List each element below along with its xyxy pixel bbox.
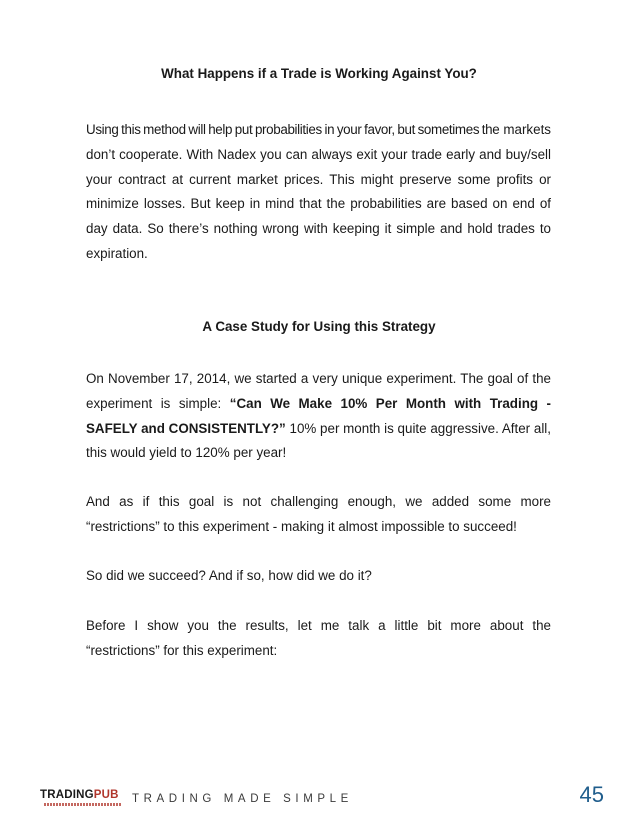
paragraph-experiment: [86, 367, 551, 466]
section-heading-case-study: A Case Study for Using this Strategy: [202, 319, 436, 334]
paragraph-did-we-succeed: So did we succeed? And if so, how did we do it?: [86, 568, 372, 583]
paragraph-exit-trade-rest: markets don’t cooperate. With Nadex you can always exit your trade early and buy/sell your contract at current market prices. This might preserve some profits or minimize losses. But keep in mind that the probabilities are based on end of day data. So there’s nothing wrong with keeping it simple and hold trades to expiration.: [86, 122, 551, 261]
logo-word-trading: TRADING: [40, 789, 94, 801]
footer-tagline: TRADING MADE SIMPLE: [132, 793, 353, 805]
logo-underline-decoration: [44, 803, 122, 806]
paragraph-exit-trade: [86, 118, 551, 267]
section-heading-trade-against-you: What Happens if a Trade is Working Against You?: [161, 66, 477, 81]
paragraph-restrictions: And as if this goal is not challenging enough, we added some more “restrictions” to this experiment - making it almost impossible to succeed!: [86, 494, 551, 534]
paragraph-before-results: Before I show you the results, let me talk a little bit more about the “restrictions” for this experiment:: [86, 618, 551, 658]
tradingpub-logo: [40, 789, 126, 809]
paragraph-experiment-outro: 10% per month is quite aggressive. After all, this would yield to 120% per year!: [86, 420, 551, 461]
paragraph-experiment-intro: On November 17, 2014, we started a very unique experiment. The goal of the experiment is simple:: [86, 371, 551, 411]
paragraph-exit-trade-line1: Using this method will help put probabilities in your favor, but sometimes the: [86, 122, 500, 137]
logo-word-pub: PUB: [93, 789, 119, 801]
paragraph-experiment-question: “Can We Make 10% Per Month with Trading - SAFELY and CONSISTENTLY?”: [86, 395, 551, 436]
logo-wordmark: [40, 789, 119, 801]
page-number: 45: [579, 782, 604, 807]
